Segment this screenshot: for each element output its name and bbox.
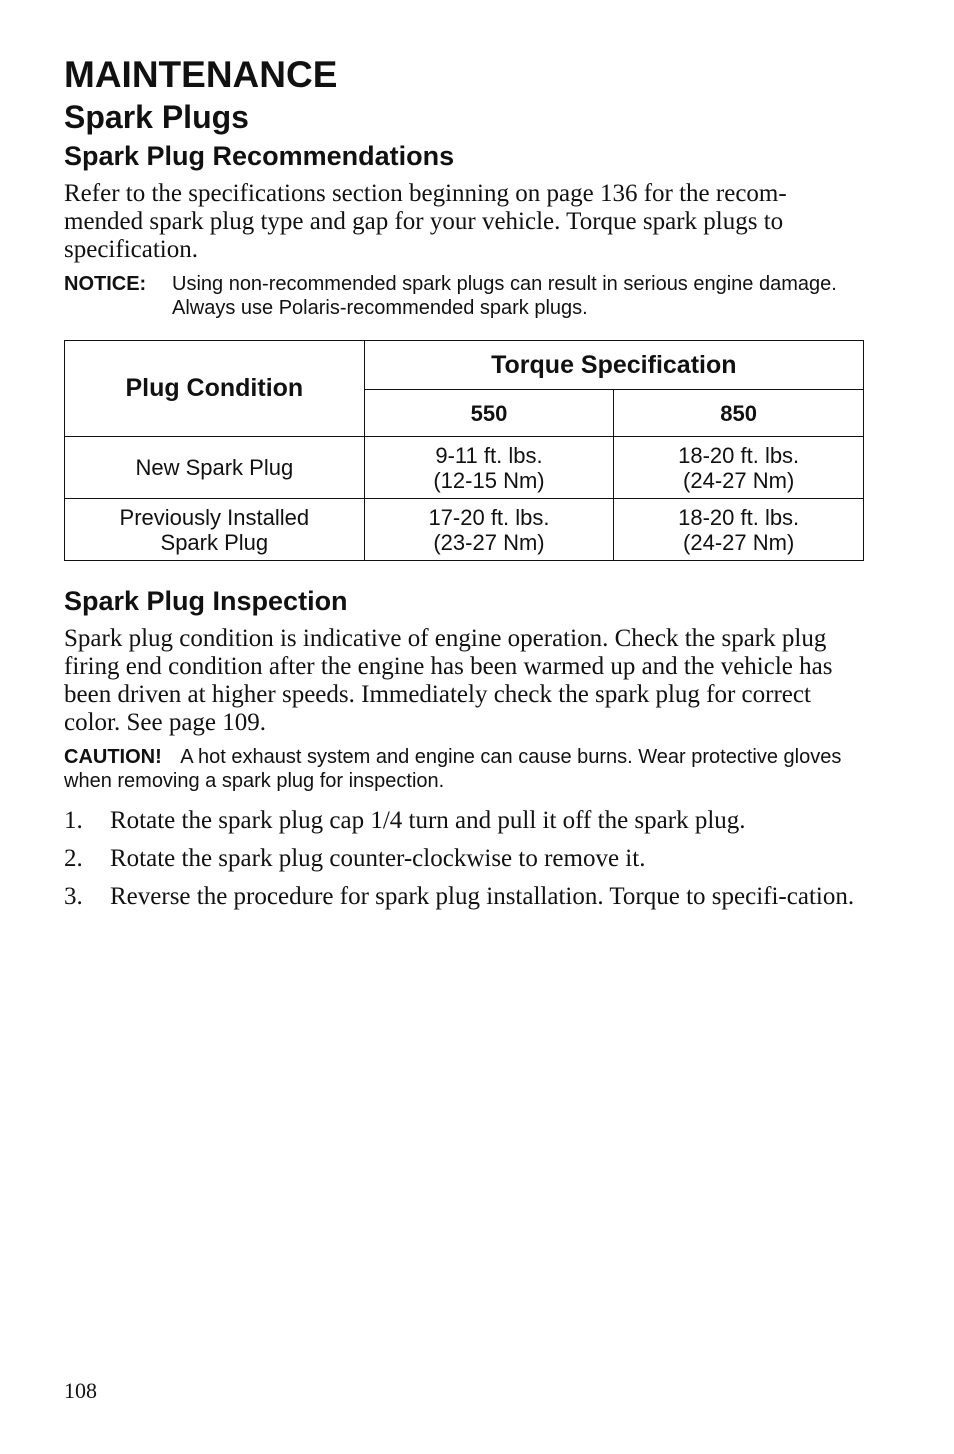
recommendations-body: Refer to the specifications section beginning on page 136 for the recom-mended spark plug type and gap for your vehicle. Torque spark plugs to specification. <box>64 180 787 263</box>
caution-box <box>64 745 864 793</box>
condition-cell <box>65 499 365 561</box>
step-number: 2. <box>64 845 83 872</box>
caution-label: CAUTION! <box>64 746 162 768</box>
cell-line: (12-15 Nm) <box>433 467 545 493</box>
cell-line: (24-27 Nm) <box>683 467 795 493</box>
notice-label: NOTICE: <box>64 273 147 295</box>
cell-line: (24-27 Nm) <box>683 529 795 555</box>
torque-spec-table <box>64 340 864 561</box>
step-text: Reverse the procedure for spark plug installation. Torque to specifi-cation. <box>110 883 855 910</box>
condition-cell <box>65 437 365 499</box>
cell-line: 17-20 ft. lbs. <box>428 504 550 530</box>
cell-line: Spark Plug <box>160 529 269 555</box>
recommendations-heading: Spark Plug Recommendations <box>64 141 455 171</box>
list-item <box>64 883 864 911</box>
model-850-header: 850 <box>614 390 864 437</box>
page-content <box>64 54 864 921</box>
notice-box <box>64 272 864 320</box>
section-title: Spark Plugs <box>64 99 249 135</box>
plug-condition-header: Plug Condition <box>65 341 365 437</box>
list-item <box>64 845 864 873</box>
step-number: 3. <box>64 883 83 910</box>
cell-line: New Spark Plug <box>135 455 294 480</box>
torque-spec-header: Torque Specification <box>364 341 863 390</box>
step-text: Rotate the spark plug counter-clockwise to remove it. <box>110 845 646 872</box>
model-550-header: 550 <box>364 390 614 437</box>
cell-line: 18-20 ft. lbs. <box>678 442 800 468</box>
torque-850-cell <box>614 499 864 561</box>
inspection-body: Spark plug condition is indicative of engine operation. Check the spark plug firing end condition after the engine has been warmed up and the vehicle has been driven at higher speeds. Immediately check the spark plug for correct color. See page 109. <box>64 625 833 736</box>
caution-text: A hot exhaust system and engine can cause burns. Wear protective gloves when removing a spark plug for inspection. <box>64 746 842 792</box>
cell-line: 18-20 ft. lbs. <box>678 504 800 530</box>
torque-850-cell <box>614 437 864 499</box>
step-text: Rotate the spark plug cap 1/4 turn and pull it off the spark plug. <box>110 807 746 834</box>
torque-550-cell <box>364 499 614 561</box>
page-number: 108 <box>64 1378 97 1403</box>
step-number: 1. <box>64 807 83 834</box>
inspection-heading: Spark Plug Inspection <box>64 586 348 616</box>
inspection-steps <box>64 807 864 911</box>
cell-line: Previously Installed <box>119 504 310 530</box>
notice-text: Using non-recommended spark plugs can result in serious engine damage. Always use Polaris-recommended spark plugs. <box>172 273 837 319</box>
list-item <box>64 807 864 835</box>
cell-line: 9-11 ft. lbs. <box>435 442 543 468</box>
table-row <box>65 499 864 561</box>
torque-550-cell <box>364 437 614 499</box>
chapter-title: MAINTENANCE <box>64 54 338 95</box>
cell-line: (23-27 Nm) <box>433 529 545 555</box>
table-row <box>65 437 864 499</box>
